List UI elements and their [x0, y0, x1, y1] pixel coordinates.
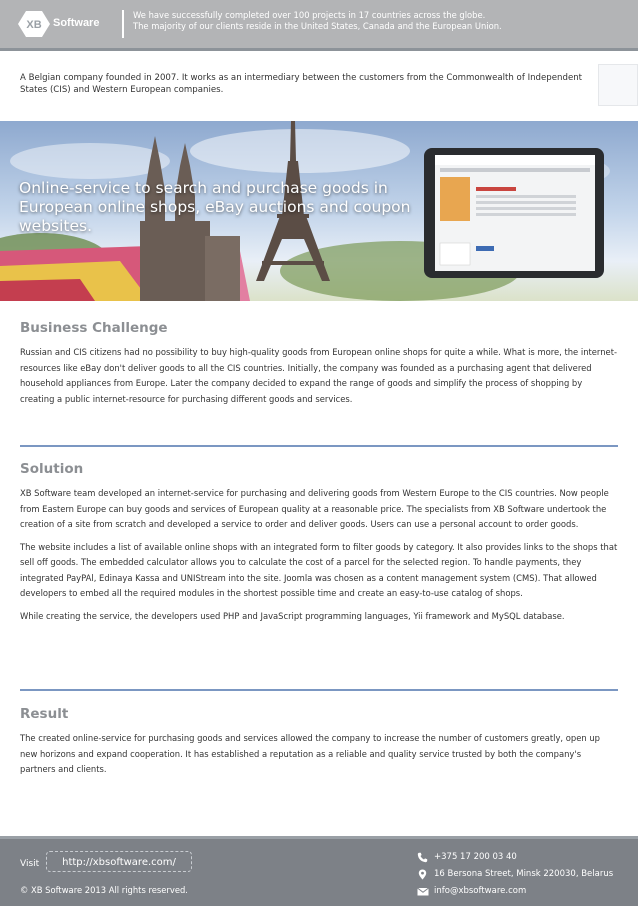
- envelope-icon: [417, 886, 429, 897]
- intro-side-box: [598, 64, 638, 106]
- hero-title: Online-service to search and purchase goods in European online shops, eBay auctions and coupon websites.: [19, 179, 411, 235]
- solution-paragraph-3: While creating the service, the developers used PHP and JavaScript programming languages, Yii framework and MySQL database.: [20, 610, 565, 621]
- business-challenge-text: Russian and CIS citizens had no possibility to buy high-quality goods from European online shops for quite a while. What is more, the internet-resources like eBay don't deliver goods to all the CIS countries. Initially, the company was founded as a purchasing agent that delivered household appliances from Europe. Later the company decided to expand the range of goods and simplify the process of shopping by creating a public internet-resource for purchasing different goods and services.: [20, 347, 617, 404]
- business-challenge-heading: Business Challenge: [20, 320, 168, 336]
- logo-badge: XB: [26, 19, 42, 31]
- logo-text: Software: [53, 17, 100, 29]
- copyright-text: © XB Software 2013 All rights reserved.: [20, 885, 188, 895]
- visit-label: Visit: [20, 859, 40, 869]
- solution-heading: Solution: [20, 461, 84, 477]
- xb-software-logo[interactable]: [18, 10, 108, 38]
- phone-number: +375 17 200 03 40: [434, 852, 517, 862]
- page-footer: [0, 836, 638, 906]
- solution-paragraph-1: XB Software team developed an internet-service for purchasing and delivering goods from Western Europe to the CIS countries. Now people from Eastern Europe can buy goods and services of European quality at a reasonable price. The specialists from XB Software undertook the creation of a site from scratch and developed a service to order and deliver goods. Users can use a personal account to order goods.: [20, 488, 609, 529]
- logo-hexagon-icon: [18, 10, 52, 38]
- header-tagline-line2: The majority of our clients reside in the United States, Canada and the European Union.: [133, 21, 502, 31]
- intro-text: A Belgian company founded in 2007. It works as an intermediary between the customers from the Commonwealth of Independent States (CIS) and Western European companies.: [20, 73, 583, 95]
- section-divider: [20, 445, 618, 447]
- solution-paragraph-2: The website includes a list of available online shops with an integrated form to filter goods by category. It also provides links to the shops that sell off goods. The embedded calculator allows you to calculate the cost of a parcel for the selected region. To handle payments, they integrated PayPAl, Edinaya Kassa and UNIStream into the site. Joomla was chosen as a content management system (CMS). That allowed developers to embed all the required modules in the shortest possible time and create an easy-to-use catalog of shops.: [20, 541, 618, 598]
- result-text: The created online-service for purchasing goods and services allowed the company to increase the number of customers greatly, open up new horizons and expand cooperation. It has established a reputation as a reliable and quality service trusted by both the company's partners and clients.: [20, 733, 600, 774]
- website-link[interactable]: http://xbsoftware.com/: [46, 851, 192, 872]
- header-tagline-line1: We have successfully completed over 100 projects in 17 countries across the globe.: [133, 10, 486, 20]
- section-divider: [20, 689, 618, 691]
- result-heading: Result: [20, 706, 69, 722]
- tablet-illustration: [424, 148, 604, 278]
- solution-section: [20, 461, 618, 631]
- email-address: info@xbsoftware.com: [434, 886, 527, 896]
- header-tagline: [133, 10, 593, 32]
- address-text: 16 Bersona Street, Minsk 220030, Belarus: [434, 869, 614, 879]
- business-challenge-section: [20, 320, 618, 414]
- page-header: [0, 0, 638, 51]
- result-section: [20, 706, 618, 785]
- header-divider: [122, 10, 124, 38]
- phone-icon: [417, 852, 428, 863]
- location-pin-icon: [417, 869, 428, 880]
- hero-banner: [0, 121, 638, 301]
